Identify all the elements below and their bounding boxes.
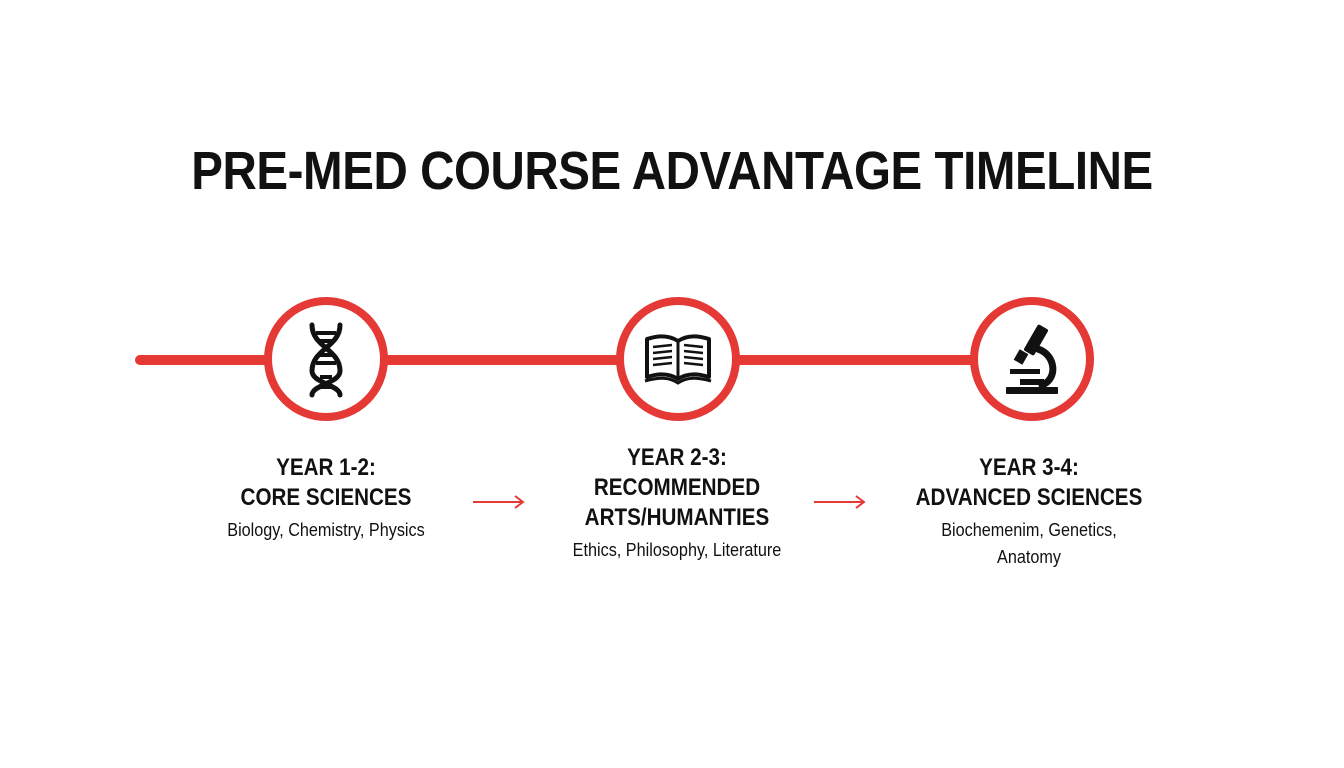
stage-3-label: [879, 453, 1179, 571]
timeline-line: [135, 355, 978, 365]
stage-2-heading: RECOMMENDED ARTS/HUMANTIES: [584, 474, 770, 531]
stage-3-courses: Biochemenim, Genetics, Anatomy: [941, 520, 1117, 567]
arrow-right-icon: [813, 494, 867, 510]
stage-2-courses: Ethics, Philosophy, Literature: [572, 540, 782, 560]
stage-2-label: [527, 443, 827, 564]
microscope-icon: [1002, 321, 1062, 397]
stage-1-year: YEAR 1-2:: [276, 454, 376, 481]
page-title: PRE-MED COURSE ADVANTAGE TIMELINE: [191, 141, 1153, 201]
stage-1-node: [264, 297, 388, 421]
stage-1-label: [176, 453, 476, 544]
stage-3-node: [970, 297, 1094, 421]
arrow-right-icon: [472, 494, 526, 510]
stage-2-node: [616, 297, 740, 421]
stage-3-year: YEAR 3-4:: [979, 454, 1079, 481]
book-icon: [643, 331, 713, 387]
dna-icon: [298, 319, 354, 399]
stage-3-heading: ADVANCED SCIENCES: [915, 484, 1143, 511]
stage-1-courses: Biology, Chemistry, Physics: [227, 520, 425, 540]
stage-1-heading: CORE SCIENCES: [240, 484, 412, 511]
stage-2-year: YEAR 2-3:: [627, 444, 727, 471]
